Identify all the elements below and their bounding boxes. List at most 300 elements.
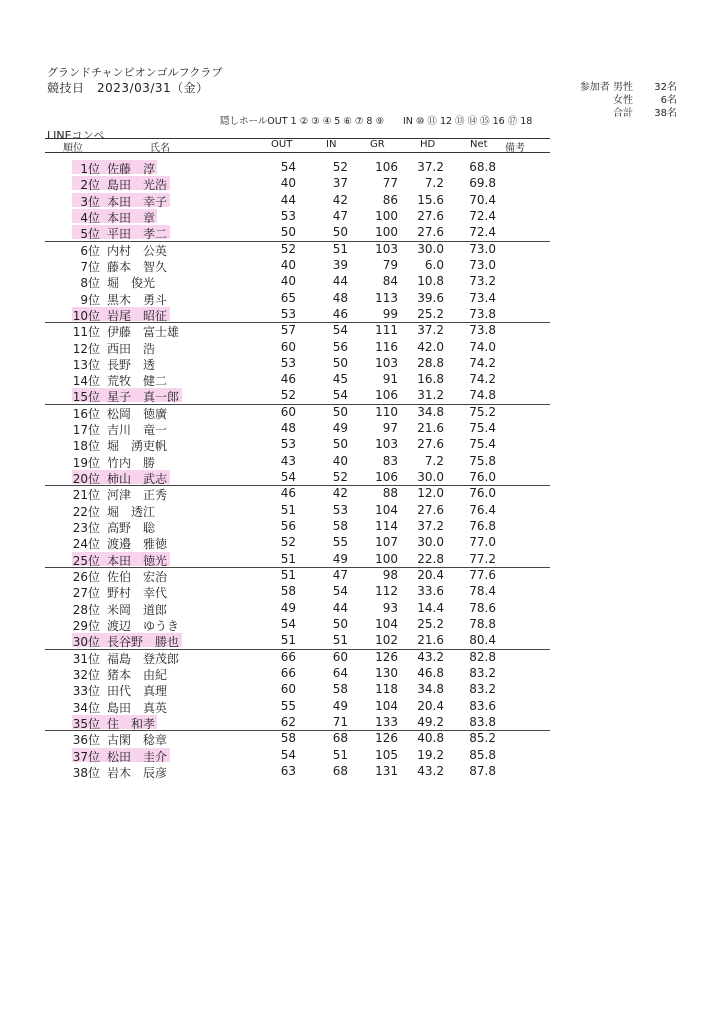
out-cell: 43 — [280, 453, 296, 468]
table-row — [0, 192, 724, 208]
gr-cell: 118 — [375, 682, 398, 697]
in-cell: 48 — [332, 290, 348, 305]
gr-cell: 126 — [375, 649, 398, 664]
out-cell: 52 — [280, 388, 296, 403]
net-cell: 75.2 — [469, 404, 496, 419]
net-cell: 78.4 — [469, 584, 496, 599]
name-cell: 古閑 稔章 — [107, 733, 168, 748]
gr-cell: 102 — [375, 633, 398, 648]
hd-cell: 21.6 — [417, 633, 444, 648]
stats-label: 合計 — [613, 108, 633, 119]
table-row — [0, 698, 724, 714]
name-cell: 松岡 徳廣 — [107, 406, 168, 421]
out-cell: 44 — [280, 192, 296, 207]
name-cell: 荒牧 健二 — [107, 374, 168, 389]
name-cell: 田代 真理 — [107, 684, 168, 699]
out-cell: 63 — [280, 763, 296, 778]
col-out-header: OUT — [271, 139, 293, 150]
rank-cell: 5位 — [80, 227, 100, 242]
out-cell: 40 — [280, 176, 296, 191]
col-hd-header: HD — [420, 139, 436, 150]
out-cell: 56 — [280, 519, 296, 534]
net-cell: 83.6 — [469, 698, 496, 713]
net-cell: 83.2 — [469, 682, 496, 697]
in-cell: 52 — [332, 160, 348, 174]
rank-cell: 34位 — [72, 700, 100, 715]
out-cell: 60 — [280, 682, 296, 697]
rank-cell: 29位 — [72, 618, 100, 633]
out-cell: 54 — [280, 616, 296, 631]
name-cell: 伊藤 富士雄 — [107, 325, 180, 340]
name-cell: 住 和孝 — [107, 716, 156, 731]
gr-cell: 104 — [375, 698, 398, 713]
net-cell: 70.4 — [469, 192, 496, 207]
gr-cell: 106 — [375, 470, 398, 485]
hd-cell: 46.8 — [417, 665, 444, 680]
out-cell: 51 — [280, 502, 296, 517]
table-row — [0, 273, 724, 289]
rank-cell: 27位 — [72, 586, 100, 601]
name-cell: 佐藤 淳 — [107, 162, 156, 176]
in-cell: 50 — [332, 404, 348, 419]
out-cell: 60 — [280, 404, 296, 419]
col-name-header: 氏名 — [150, 143, 170, 154]
stats-row-total — [578, 107, 677, 120]
rank-cell: 38位 — [72, 765, 100, 780]
table-row — [0, 355, 724, 371]
hd-cell: 21.6 — [417, 421, 444, 436]
rank-cell: 7位 — [80, 259, 100, 274]
hd-cell: 25.2 — [417, 616, 444, 631]
hd-cell: 20.4 — [417, 698, 444, 713]
table-row — [0, 436, 724, 452]
gr-cell: 131 — [375, 763, 398, 778]
net-cell: 72.4 — [469, 208, 496, 223]
table-row — [0, 371, 724, 387]
name-cell: 堀 透江 — [107, 504, 156, 519]
net-cell: 76.8 — [469, 519, 496, 534]
in-cell: 52 — [332, 470, 348, 485]
in-cell: 50 — [332, 225, 348, 240]
rank-cell: 32位 — [72, 667, 100, 682]
rank-cell: 28位 — [72, 602, 100, 617]
name-cell: 星子 真一郎 — [107, 390, 180, 405]
gr-cell: 100 — [375, 551, 398, 566]
in-cell: 56 — [332, 339, 348, 354]
out-cell: 53 — [280, 355, 296, 370]
rank-cell: 15位 — [72, 390, 100, 405]
stats-label: 参加者 男性 — [579, 82, 633, 93]
gr-cell: 100 — [375, 208, 398, 223]
out-cell: 58 — [280, 584, 296, 599]
table-row — [0, 387, 724, 403]
name-cell: 西田 浩 — [107, 341, 156, 356]
out-cell: 65 — [280, 290, 296, 305]
hd-cell: 25.2 — [417, 306, 444, 321]
net-cell: 73.8 — [469, 323, 496, 338]
out-cell: 51 — [280, 633, 296, 648]
in-cell: 64 — [332, 665, 348, 680]
net-cell: 72.4 — [469, 225, 496, 240]
col-net-header: Net — [470, 139, 488, 150]
net-cell: 83.8 — [469, 714, 496, 729]
net-cell: 76.0 — [469, 486, 496, 501]
out-cell: 53 — [280, 437, 296, 452]
net-cell: 76.0 — [469, 470, 496, 485]
rank-cell: 35位 — [72, 716, 100, 731]
in-cell: 50 — [332, 616, 348, 631]
gr-cell: 88 — [382, 486, 398, 501]
table-row — [0, 681, 724, 697]
gr-cell: 103 — [375, 241, 398, 256]
stats-count: 32名 — [654, 82, 677, 93]
in-cell: 51 — [332, 241, 348, 256]
rank-cell: 18位 — [72, 439, 100, 454]
out-cell: 48 — [280, 421, 296, 436]
stats-row-male — [578, 81, 677, 94]
col-rank-header: 順位 — [63, 143, 83, 154]
hd-cell: 43.2 — [417, 649, 444, 664]
net-cell: 80.4 — [469, 633, 496, 648]
out-cell: 49 — [280, 600, 296, 615]
table-row — [0, 159, 724, 175]
table-row — [0, 339, 724, 355]
name-cell: 柿山 武志 — [107, 472, 168, 487]
col-in-header: IN — [326, 139, 337, 150]
hd-cell: 15.6 — [417, 192, 444, 207]
rank-cell: 3位 — [80, 194, 100, 209]
gr-cell: 103 — [375, 437, 398, 452]
name-cell: 長野 透 — [107, 357, 156, 372]
gr-cell: 77 — [382, 176, 398, 191]
net-cell: 73.0 — [469, 241, 496, 256]
rank-cell: 13位 — [72, 357, 100, 372]
hd-cell: 20.4 — [417, 568, 444, 582]
table-row — [0, 241, 724, 257]
gr-cell: 79 — [382, 257, 398, 272]
hd-cell: 10.8 — [417, 274, 444, 289]
rank-cell: 24位 — [72, 537, 100, 552]
competition-date: 競技日 2023/03/31（金） — [47, 81, 209, 95]
in-cell: 44 — [332, 274, 348, 289]
hd-cell: 19.2 — [417, 747, 444, 762]
net-cell: 75.8 — [469, 453, 496, 468]
table-row — [0, 290, 724, 306]
hd-cell: 34.8 — [417, 682, 444, 697]
name-cell: 福島 登茂郎 — [107, 651, 180, 666]
out-cell: 40 — [280, 257, 296, 272]
rank-cell: 37位 — [72, 749, 100, 764]
table-row — [0, 730, 724, 746]
gr-cell: 97 — [382, 421, 398, 436]
hd-cell: 31.2 — [417, 388, 444, 403]
net-cell: 77.0 — [469, 535, 496, 550]
table-row — [0, 485, 724, 501]
hd-cell: 39.6 — [417, 290, 444, 305]
out-cell: 66 — [280, 665, 296, 680]
table-row — [0, 208, 724, 224]
table-row — [0, 404, 724, 420]
name-cell: 渡邉 雅徳 — [107, 537, 168, 552]
competition-name: LINEコンペ — [47, 129, 105, 142]
out-cell: 54 — [280, 470, 296, 485]
table-row — [0, 551, 724, 567]
out-cell: 50 — [280, 225, 296, 240]
name-cell: 藤本 智久 — [107, 259, 168, 274]
net-cell: 82.8 — [469, 649, 496, 664]
name-cell: 野村 幸代 — [107, 586, 168, 601]
net-cell: 78.8 — [469, 616, 496, 631]
out-cell: 66 — [280, 649, 296, 664]
name-cell: 堀 俊光 — [107, 276, 156, 291]
name-cell: 岩尾 昭征 — [107, 308, 168, 323]
gr-cell: 99 — [382, 306, 398, 321]
gr-cell: 111 — [375, 323, 398, 338]
name-cell: 本田 徳光 — [107, 553, 168, 568]
net-cell: 74.2 — [469, 372, 496, 387]
in-cell: 50 — [332, 355, 348, 370]
out-cell: 52 — [280, 241, 296, 256]
in-cell: 51 — [332, 633, 348, 648]
gr-cell: 98 — [382, 568, 398, 582]
net-cell: 68.8 — [469, 160, 496, 174]
table-row — [0, 502, 724, 518]
hd-cell: 43.2 — [417, 763, 444, 778]
gr-cell: 104 — [375, 502, 398, 517]
name-cell: 島田 真英 — [107, 700, 168, 715]
name-cell: 平田 孝二 — [107, 227, 168, 242]
out-cell: 52 — [280, 535, 296, 550]
hd-cell: 33.6 — [417, 584, 444, 599]
name-cell: 竹内 勝 — [107, 455, 156, 470]
table-row — [0, 306, 724, 322]
gr-cell: 113 — [375, 290, 398, 305]
name-cell: 河津 正秀 — [107, 488, 168, 503]
rank-cell: 25位 — [72, 553, 100, 568]
in-cell: 44 — [332, 600, 348, 615]
rank-cell: 14位 — [72, 374, 100, 389]
hd-cell: 27.6 — [417, 437, 444, 452]
rank-cell: 23位 — [72, 521, 100, 536]
rank-cell: 4位 — [80, 210, 100, 225]
table-row — [0, 632, 724, 648]
net-cell: 85.2 — [469, 731, 496, 746]
table-row — [0, 534, 724, 550]
in-cell: 54 — [332, 323, 348, 338]
name-cell: 本田 幸子 — [107, 194, 168, 209]
out-cell: 60 — [280, 339, 296, 354]
table-row — [0, 257, 724, 273]
rank-cell: 20位 — [72, 472, 100, 487]
net-cell: 76.4 — [469, 502, 496, 517]
in-cell: 54 — [332, 388, 348, 403]
hidden-holes: 隠しホールOUT 1 ② ③ ④ 5 ⑥ ⑦ 8 ⑨ IN ⑩ ⑪ 12 ⑬ ⑭ ⑮ 16 ⑰ 18 — [220, 116, 533, 127]
net-cell: 75.4 — [469, 421, 496, 436]
hd-cell: 27.6 — [417, 502, 444, 517]
participant-stats — [578, 81, 677, 120]
net-cell: 78.6 — [469, 600, 496, 615]
table-row — [0, 175, 724, 191]
name-cell: 高野 聡 — [107, 521, 156, 536]
net-cell: 74.8 — [469, 388, 496, 403]
net-cell: 77.6 — [469, 568, 496, 582]
hd-cell: 40.8 — [417, 731, 444, 746]
hd-cell: 34.8 — [417, 404, 444, 419]
out-cell: 54 — [280, 160, 296, 174]
net-cell: 73.0 — [469, 257, 496, 272]
in-cell: 68 — [332, 731, 348, 746]
hd-cell: 37.2 — [417, 160, 444, 174]
hd-cell: 30.0 — [417, 535, 444, 550]
table-row — [0, 600, 724, 616]
rank-cell: 8位 — [80, 276, 100, 291]
table-row — [0, 469, 724, 485]
hd-cell: 30.0 — [417, 241, 444, 256]
in-cell: 55 — [332, 535, 348, 550]
in-cell: 42 — [332, 486, 348, 501]
in-cell: 42 — [332, 192, 348, 207]
in-cell: 53 — [332, 502, 348, 517]
gr-cell: 110 — [375, 404, 398, 419]
net-cell: 74.0 — [469, 339, 496, 354]
net-cell: 73.4 — [469, 290, 496, 305]
col-notes-header: 備考 — [505, 143, 525, 154]
in-cell: 46 — [332, 306, 348, 321]
out-cell: 46 — [280, 486, 296, 501]
rank-cell: 10位 — [72, 308, 100, 323]
gr-cell: 116 — [375, 339, 398, 354]
out-cell: 62 — [280, 714, 296, 729]
in-cell: 37 — [332, 176, 348, 191]
rank-cell: 33位 — [72, 684, 100, 699]
out-cell: 57 — [280, 323, 296, 338]
hd-cell: 12.0 — [417, 486, 444, 501]
net-cell: 74.2 — [469, 355, 496, 370]
in-cell: 58 — [332, 519, 348, 534]
in-cell: 49 — [332, 551, 348, 566]
in-cell: 54 — [332, 584, 348, 599]
rank-cell: 11位 — [72, 325, 100, 340]
table-row — [0, 665, 724, 681]
gr-cell: 130 — [375, 665, 398, 680]
net-cell: 73.2 — [469, 274, 496, 289]
name-cell: 長谷野 勝也 — [107, 635, 180, 650]
net-cell: 77.2 — [469, 551, 496, 566]
gr-cell: 91 — [382, 372, 398, 387]
gr-cell: 83 — [382, 453, 398, 468]
table-row — [0, 763, 724, 779]
table-row — [0, 224, 724, 240]
table-row — [0, 747, 724, 763]
hd-cell: 49.2 — [417, 714, 444, 729]
table-row — [0, 616, 724, 632]
gr-cell: 86 — [382, 192, 398, 207]
stats-row-female — [578, 94, 677, 107]
rank-cell: 30位 — [72, 635, 100, 650]
stats-count: 38名 — [654, 108, 677, 119]
gr-cell: 114 — [375, 519, 398, 534]
hd-cell: 30.0 — [417, 470, 444, 485]
header-bottom-rule — [45, 152, 550, 153]
hd-cell: 22.8 — [417, 551, 444, 566]
rank-cell: 31位 — [72, 651, 100, 666]
gr-cell: 84 — [382, 274, 398, 289]
stats-count: 6名 — [660, 95, 677, 106]
out-cell: 55 — [280, 698, 296, 713]
in-cell: 71 — [332, 714, 348, 729]
in-cell: 40 — [332, 453, 348, 468]
in-cell: 68 — [332, 763, 348, 778]
in-cell: 47 — [332, 208, 348, 223]
name-cell: 佐伯 宏治 — [107, 570, 168, 584]
name-cell: 米岡 道郎 — [107, 602, 168, 617]
in-cell: 60 — [332, 649, 348, 664]
net-cell: 87.8 — [469, 763, 496, 778]
hd-cell: 27.6 — [417, 225, 444, 240]
net-cell: 75.4 — [469, 437, 496, 452]
table-row — [0, 453, 724, 469]
name-cell: 岩木 辰彦 — [107, 765, 168, 780]
table-row — [0, 583, 724, 599]
rank-cell: 21位 — [72, 488, 100, 503]
table-row — [0, 420, 724, 436]
gr-cell: 104 — [375, 616, 398, 631]
gr-cell: 105 — [375, 747, 398, 762]
rank-cell: 2位 — [80, 178, 100, 193]
hd-cell: 14.4 — [417, 600, 444, 615]
col-gr-header: GR — [370, 139, 385, 150]
rank-cell: 36位 — [72, 733, 100, 748]
name-cell: 吉川 竜一 — [107, 423, 168, 438]
gr-cell: 112 — [375, 584, 398, 599]
hd-cell: 7.2 — [424, 176, 444, 191]
name-cell: 黒木 勇斗 — [107, 292, 168, 307]
stats-label: 女性 — [613, 95, 633, 106]
table-row — [0, 518, 724, 534]
hd-cell: 27.6 — [417, 208, 444, 223]
rank-cell: 16位 — [72, 406, 100, 421]
name-cell: 猪本 由紀 — [107, 667, 168, 682]
name-cell: 島田 光浩 — [107, 178, 168, 193]
out-cell: 51 — [280, 551, 296, 566]
out-cell: 54 — [280, 747, 296, 762]
out-cell: 46 — [280, 372, 296, 387]
name-cell: 本田 章 — [107, 210, 156, 225]
gr-cell: 106 — [375, 388, 398, 403]
name-cell: 堀 湧吏帆 — [107, 439, 168, 454]
name-cell: 渡辺 ゆうき — [107, 618, 180, 633]
gr-cell: 93 — [382, 600, 398, 615]
hd-cell: 28.8 — [417, 355, 444, 370]
hd-cell: 6.0 — [424, 257, 444, 272]
out-cell: 58 — [280, 731, 296, 746]
out-cell: 53 — [280, 306, 296, 321]
gr-cell: 103 — [375, 355, 398, 370]
gr-cell: 106 — [375, 160, 398, 174]
in-cell: 49 — [332, 421, 348, 436]
in-cell: 51 — [332, 747, 348, 762]
in-cell: 39 — [332, 257, 348, 272]
net-cell: 83.2 — [469, 665, 496, 680]
rank-cell: 6位 — [80, 243, 100, 258]
table-row — [0, 322, 724, 338]
rank-cell: 19位 — [72, 455, 100, 470]
in-cell: 50 — [332, 437, 348, 452]
gr-cell: 126 — [375, 731, 398, 746]
rank-cell: 26位 — [72, 570, 100, 584]
rank-cell: 9位 — [80, 292, 100, 307]
hd-cell: 37.2 — [417, 519, 444, 534]
